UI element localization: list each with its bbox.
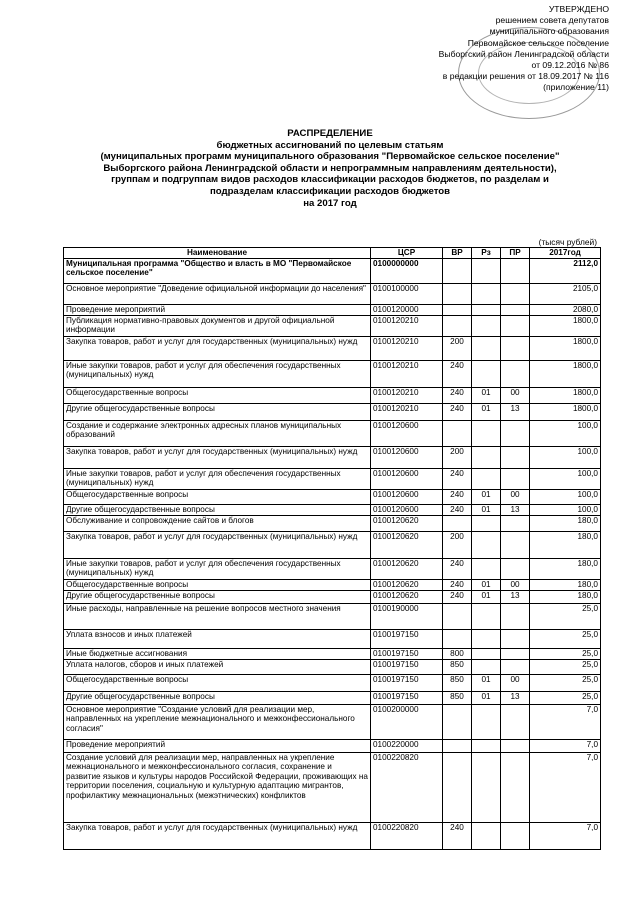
cell-vr: 240: [443, 490, 472, 505]
cell-name: Другие общегосударственные вопросы: [64, 591, 371, 604]
table-row: [64, 753, 601, 823]
cell-vr: 850: [443, 692, 472, 705]
cell-csr: 0100120600: [371, 490, 443, 505]
cell-vr: [443, 604, 472, 630]
approval-line: Первомайское сельское поселение: [467, 37, 609, 48]
cell-csr: 0100120620: [371, 532, 443, 559]
cell-name: Иные закупки товаров, работ и услуг для обеспечения государственных (муниципальных) нужд: [64, 559, 371, 580]
cell-sum: 1800,0: [530, 361, 601, 388]
cell-name: Иные закупки товаров, работ и услуг для обеспечения государственных (муниципальных) нужд: [64, 361, 371, 388]
cell-rz: [472, 284, 501, 305]
cell-vr: [443, 421, 472, 447]
cell-vr: 240: [443, 388, 472, 404]
cell-pr: 00: [501, 675, 530, 692]
cell-vr: [443, 284, 472, 305]
cell-name: Закупка товаров, работ и услуг для государственных (муниципальных) нужд: [64, 823, 371, 850]
cell-pr: [501, 361, 530, 388]
cell-sum: 25,0: [530, 660, 601, 675]
cell-csr: 0100120600: [371, 505, 443, 516]
cell-rz: [472, 649, 501, 660]
cell-rz: [472, 361, 501, 388]
cell-name: Другие общегосударственные вопросы: [64, 692, 371, 705]
title-line: бюджетных ассигнований по целевым статьям: [216, 139, 444, 151]
cell-pr: [501, 649, 530, 660]
header-csr: ЦСР: [371, 248, 443, 259]
cell-csr: 0100120210: [371, 361, 443, 388]
cell-name: Закупка товаров, работ и услуг для государственных (муниципальных) нужд: [64, 532, 371, 559]
table-row: [64, 490, 601, 505]
cell-sum: 7,0: [530, 740, 601, 753]
cell-rz: [472, 559, 501, 580]
cell-pr: [501, 259, 530, 284]
cell-csr: 0100120210: [371, 337, 443, 361]
cell-pr: [501, 753, 530, 823]
table-row: [64, 421, 601, 447]
cell-sum: 25,0: [530, 649, 601, 660]
cell-rz: [472, 630, 501, 649]
table-row: [64, 660, 601, 675]
cell-rz: [472, 660, 501, 675]
cell-csr: 0100100000: [371, 284, 443, 305]
cell-name: Создание условий для реализации мер, направленных на укрепление межнационального и межконфессионального согласия, сохранение и развитие языков и культуры народов Российской Федерации, проживающих на территории поселения, социальную и культурную адаптацию мигрантов, профилактику межнациональных (межэтнических) конфликтов: [64, 753, 371, 823]
cell-vr: 240: [443, 404, 472, 421]
table-row: [64, 580, 601, 591]
cell-vr: 240: [443, 591, 472, 604]
cell-pr: 13: [501, 692, 530, 705]
table-header-row: [64, 248, 601, 259]
cell-pr: [501, 740, 530, 753]
cell-sum: 100,0: [530, 469, 601, 490]
cell-pr: [501, 532, 530, 559]
cell-csr: 0100220000: [371, 740, 443, 753]
cell-vr: 240: [443, 559, 472, 580]
cell-vr: [443, 316, 472, 337]
cell-name: Другие общегосударственные вопросы: [64, 505, 371, 516]
cell-sum: 25,0: [530, 630, 601, 649]
cell-pr: [501, 421, 530, 447]
cell-pr: [501, 660, 530, 675]
approval-block: [339, 4, 609, 94]
cell-rz: 01: [472, 404, 501, 421]
cell-csr: 0100000000: [371, 259, 443, 284]
cell-pr: [501, 604, 530, 630]
approval-line: УТВЕРЖДЕНО: [548, 4, 609, 14]
cell-rz: 01: [472, 591, 501, 604]
cell-vr: 240: [443, 361, 472, 388]
cell-rz: [472, 532, 501, 559]
cell-rz: [472, 705, 501, 740]
header-pr: ПР: [501, 248, 530, 259]
cell-csr: 0100197150: [371, 630, 443, 649]
cell-name: Уплата налогов, сборов и иных платежей: [64, 660, 371, 675]
cell-pr: [501, 447, 530, 469]
cell-sum: 180,0: [530, 532, 601, 559]
cell-name: Иные закупки товаров, работ и услуг для обеспечения государственных (муниципальных) нужд: [64, 469, 371, 490]
cell-pr: [501, 630, 530, 649]
cell-pr: 13: [501, 591, 530, 604]
cell-sum: 25,0: [530, 604, 601, 630]
cell-sum: 100,0: [530, 421, 601, 447]
table-row: [64, 705, 601, 740]
cell-csr: 0100220820: [371, 753, 443, 823]
cell-rz: [472, 823, 501, 850]
units-label: (тысяч рублей): [538, 237, 597, 247]
cell-sum: 180,0: [530, 516, 601, 532]
table-row: [64, 284, 601, 305]
approval-line: муниципального образования: [489, 26, 609, 37]
cell-pr: [501, 469, 530, 490]
cell-sum: 1800,0: [530, 404, 601, 421]
cell-name: Проведение мероприятий: [64, 740, 371, 753]
cell-rz: 01: [472, 388, 501, 404]
table-row: [64, 649, 601, 660]
cell-csr: 0100120600: [371, 421, 443, 447]
cell-sum: 25,0: [530, 692, 601, 705]
cell-name: Создание и содержание электронных адресных планов муниципальных образований: [64, 421, 371, 447]
cell-rz: [472, 421, 501, 447]
cell-csr: 0100220820: [371, 823, 443, 850]
cell-rz: [472, 305, 501, 316]
cell-pr: [501, 516, 530, 532]
cell-name: Другие общегосударственные вопросы: [64, 404, 371, 421]
cell-name: Публикация нормативно-правовых документов и другой официальной информации: [64, 316, 371, 337]
table-row: [64, 591, 601, 604]
cell-sum: 1800,0: [530, 337, 601, 361]
cell-sum: 2112,0: [530, 259, 601, 284]
cell-name: Обслуживание и сопровождение сайтов и блогов: [64, 516, 371, 532]
title-line: группам и подгруппам видов расходов классификации расходов бюджетов, по разделам и: [111, 174, 549, 186]
table-row: [64, 259, 601, 284]
cell-vr: [443, 305, 472, 316]
cell-rz: 01: [472, 490, 501, 505]
cell-name: Проведение мероприятий: [64, 305, 371, 316]
cell-csr: 0100200000: [371, 705, 443, 740]
cell-rz: [472, 316, 501, 337]
cell-rz: 01: [472, 580, 501, 591]
table-row: [64, 559, 601, 580]
cell-sum: 7,0: [530, 705, 601, 740]
cell-csr: 0100120620: [371, 580, 443, 591]
cell-name: Основное мероприятие "Создание условий для реализации мер, направленных на укрепление межнационального и межконфессионального согласия": [64, 705, 371, 740]
document-title: [40, 128, 620, 209]
cell-name: Закупка товаров, работ и услуг для государственных (муниципальных) нужд: [64, 337, 371, 361]
cell-vr: [443, 630, 472, 649]
cell-vr: 200: [443, 447, 472, 469]
table-row: [64, 305, 601, 316]
cell-vr: 240: [443, 505, 472, 516]
cell-csr: 0100120620: [371, 591, 443, 604]
cell-vr: 240: [443, 580, 472, 591]
cell-sum: 2105,0: [530, 284, 601, 305]
table-row: [64, 337, 601, 361]
cell-csr: 0100120210: [371, 388, 443, 404]
cell-rz: [472, 516, 501, 532]
cell-pr: [501, 337, 530, 361]
cell-rz: [472, 740, 501, 753]
approval-line: от 09.12.2016 № 86: [531, 60, 609, 71]
cell-csr: 0100120210: [371, 316, 443, 337]
cell-rz: [472, 604, 501, 630]
cell-pr: 00: [501, 580, 530, 591]
cell-sum: 25,0: [530, 675, 601, 692]
cell-pr: 13: [501, 404, 530, 421]
cell-name: Общегосударственные вопросы: [64, 490, 371, 505]
table-row: [64, 823, 601, 850]
table-row: [64, 469, 601, 490]
cell-sum: 2080,0: [530, 305, 601, 316]
cell-sum: 1800,0: [530, 316, 601, 337]
table-row: [64, 388, 601, 404]
cell-pr: [501, 305, 530, 316]
cell-pr: [501, 316, 530, 337]
cell-name: Уплата взносов и иных платежей: [64, 630, 371, 649]
cell-vr: [443, 516, 472, 532]
title-line: (муниципальных программ муниципального образования "Первомайское сельское поселение": [100, 151, 560, 163]
table-row: [64, 675, 601, 692]
cell-vr: [443, 753, 472, 823]
budget-table: [63, 247, 601, 850]
table-row: [64, 740, 601, 753]
cell-csr: 0100120210: [371, 404, 443, 421]
table-body: [64, 259, 601, 850]
cell-csr: 0100120620: [371, 516, 443, 532]
cell-csr: 0100120620: [371, 559, 443, 580]
cell-pr: [501, 559, 530, 580]
approval-line: (приложение 11): [543, 82, 609, 93]
header-rz: Рз: [472, 248, 501, 259]
table-row: [64, 404, 601, 421]
table-row: [64, 505, 601, 516]
cell-rz: 01: [472, 692, 501, 705]
title-line: Выборгского района Ленинградской области и непрограммным направлениям деятельности),: [103, 162, 557, 174]
cell-vr: 240: [443, 469, 472, 490]
cell-name: Общегосударственные вопросы: [64, 388, 371, 404]
cell-vr: 850: [443, 675, 472, 692]
cell-sum: 7,0: [530, 823, 601, 850]
cell-csr: 0100197150: [371, 692, 443, 705]
cell-vr: [443, 740, 472, 753]
table-row: [64, 361, 601, 388]
cell-vr: 200: [443, 337, 472, 361]
cell-rz: [472, 753, 501, 823]
cell-vr: 800: [443, 649, 472, 660]
cell-sum: 180,0: [530, 580, 601, 591]
cell-sum: 1800,0: [530, 388, 601, 404]
table-row: [64, 316, 601, 337]
cell-csr: 0100190000: [371, 604, 443, 630]
table-row: [64, 692, 601, 705]
table-row: [64, 516, 601, 532]
cell-sum: 180,0: [530, 591, 601, 604]
cell-name: Муниципальная программа "Общество и власть в МО "Первомайское сельское поселение": [64, 259, 371, 284]
title-line: на 2017 год: [303, 197, 357, 209]
cell-rz: [472, 259, 501, 284]
cell-vr: 240: [443, 823, 472, 850]
cell-rz: [472, 447, 501, 469]
cell-sum: 180,0: [530, 559, 601, 580]
table-row: [64, 630, 601, 649]
cell-pr: [501, 284, 530, 305]
header-sum: 2017год: [530, 248, 601, 259]
cell-rz: [472, 337, 501, 361]
cell-name: Иные бюджетные ассигнования: [64, 649, 371, 660]
table-row: [64, 604, 601, 630]
cell-name: Закупка товаров, работ и услуг для государственных (муниципальных) нужд: [64, 447, 371, 469]
cell-vr: [443, 705, 472, 740]
approval-line: решением совета депутатов: [495, 15, 609, 26]
cell-pr: 00: [501, 388, 530, 404]
cell-name: Общегосударственные вопросы: [64, 580, 371, 591]
cell-sum: 100,0: [530, 490, 601, 505]
cell-csr: 0100197150: [371, 675, 443, 692]
header-name: Наименование: [64, 248, 371, 259]
cell-vr: [443, 259, 472, 284]
cell-pr: [501, 705, 530, 740]
title-line: РАСПРЕДЕЛЕНИЕ: [287, 128, 373, 139]
cell-name: Общегосударственные вопросы: [64, 675, 371, 692]
cell-sum: 7,0: [530, 753, 601, 823]
cell-rz: 01: [472, 505, 501, 516]
cell-csr: 0100120600: [371, 469, 443, 490]
approval-line: в редакции решения от 18.09.2017 № 116: [442, 71, 609, 82]
cell-pr: 00: [501, 490, 530, 505]
approval-line: Выборгский район Ленинградской области: [438, 48, 609, 59]
table-row: [64, 447, 601, 469]
table-row: [64, 532, 601, 559]
cell-csr: 0100120600: [371, 447, 443, 469]
title-line: подразделам классификации расходов бюджетов: [209, 185, 451, 197]
cell-sum: 100,0: [530, 505, 601, 516]
cell-sum: 100,0: [530, 447, 601, 469]
cell-csr: 0100197150: [371, 660, 443, 675]
cell-rz: [472, 469, 501, 490]
cell-vr: 850: [443, 660, 472, 675]
cell-pr: 13: [501, 505, 530, 516]
cell-csr: 0100197150: [371, 649, 443, 660]
cell-vr: 200: [443, 532, 472, 559]
cell-rz: 01: [472, 675, 501, 692]
cell-name: Основное мероприятие "Доведение официальной информации до населения": [64, 284, 371, 305]
cell-name: Иные расходы, направленные на решение вопросов местного значения: [64, 604, 371, 630]
header-vr: ВР: [443, 248, 472, 259]
cell-pr: [501, 823, 530, 850]
cell-csr: 0100120000: [371, 305, 443, 316]
